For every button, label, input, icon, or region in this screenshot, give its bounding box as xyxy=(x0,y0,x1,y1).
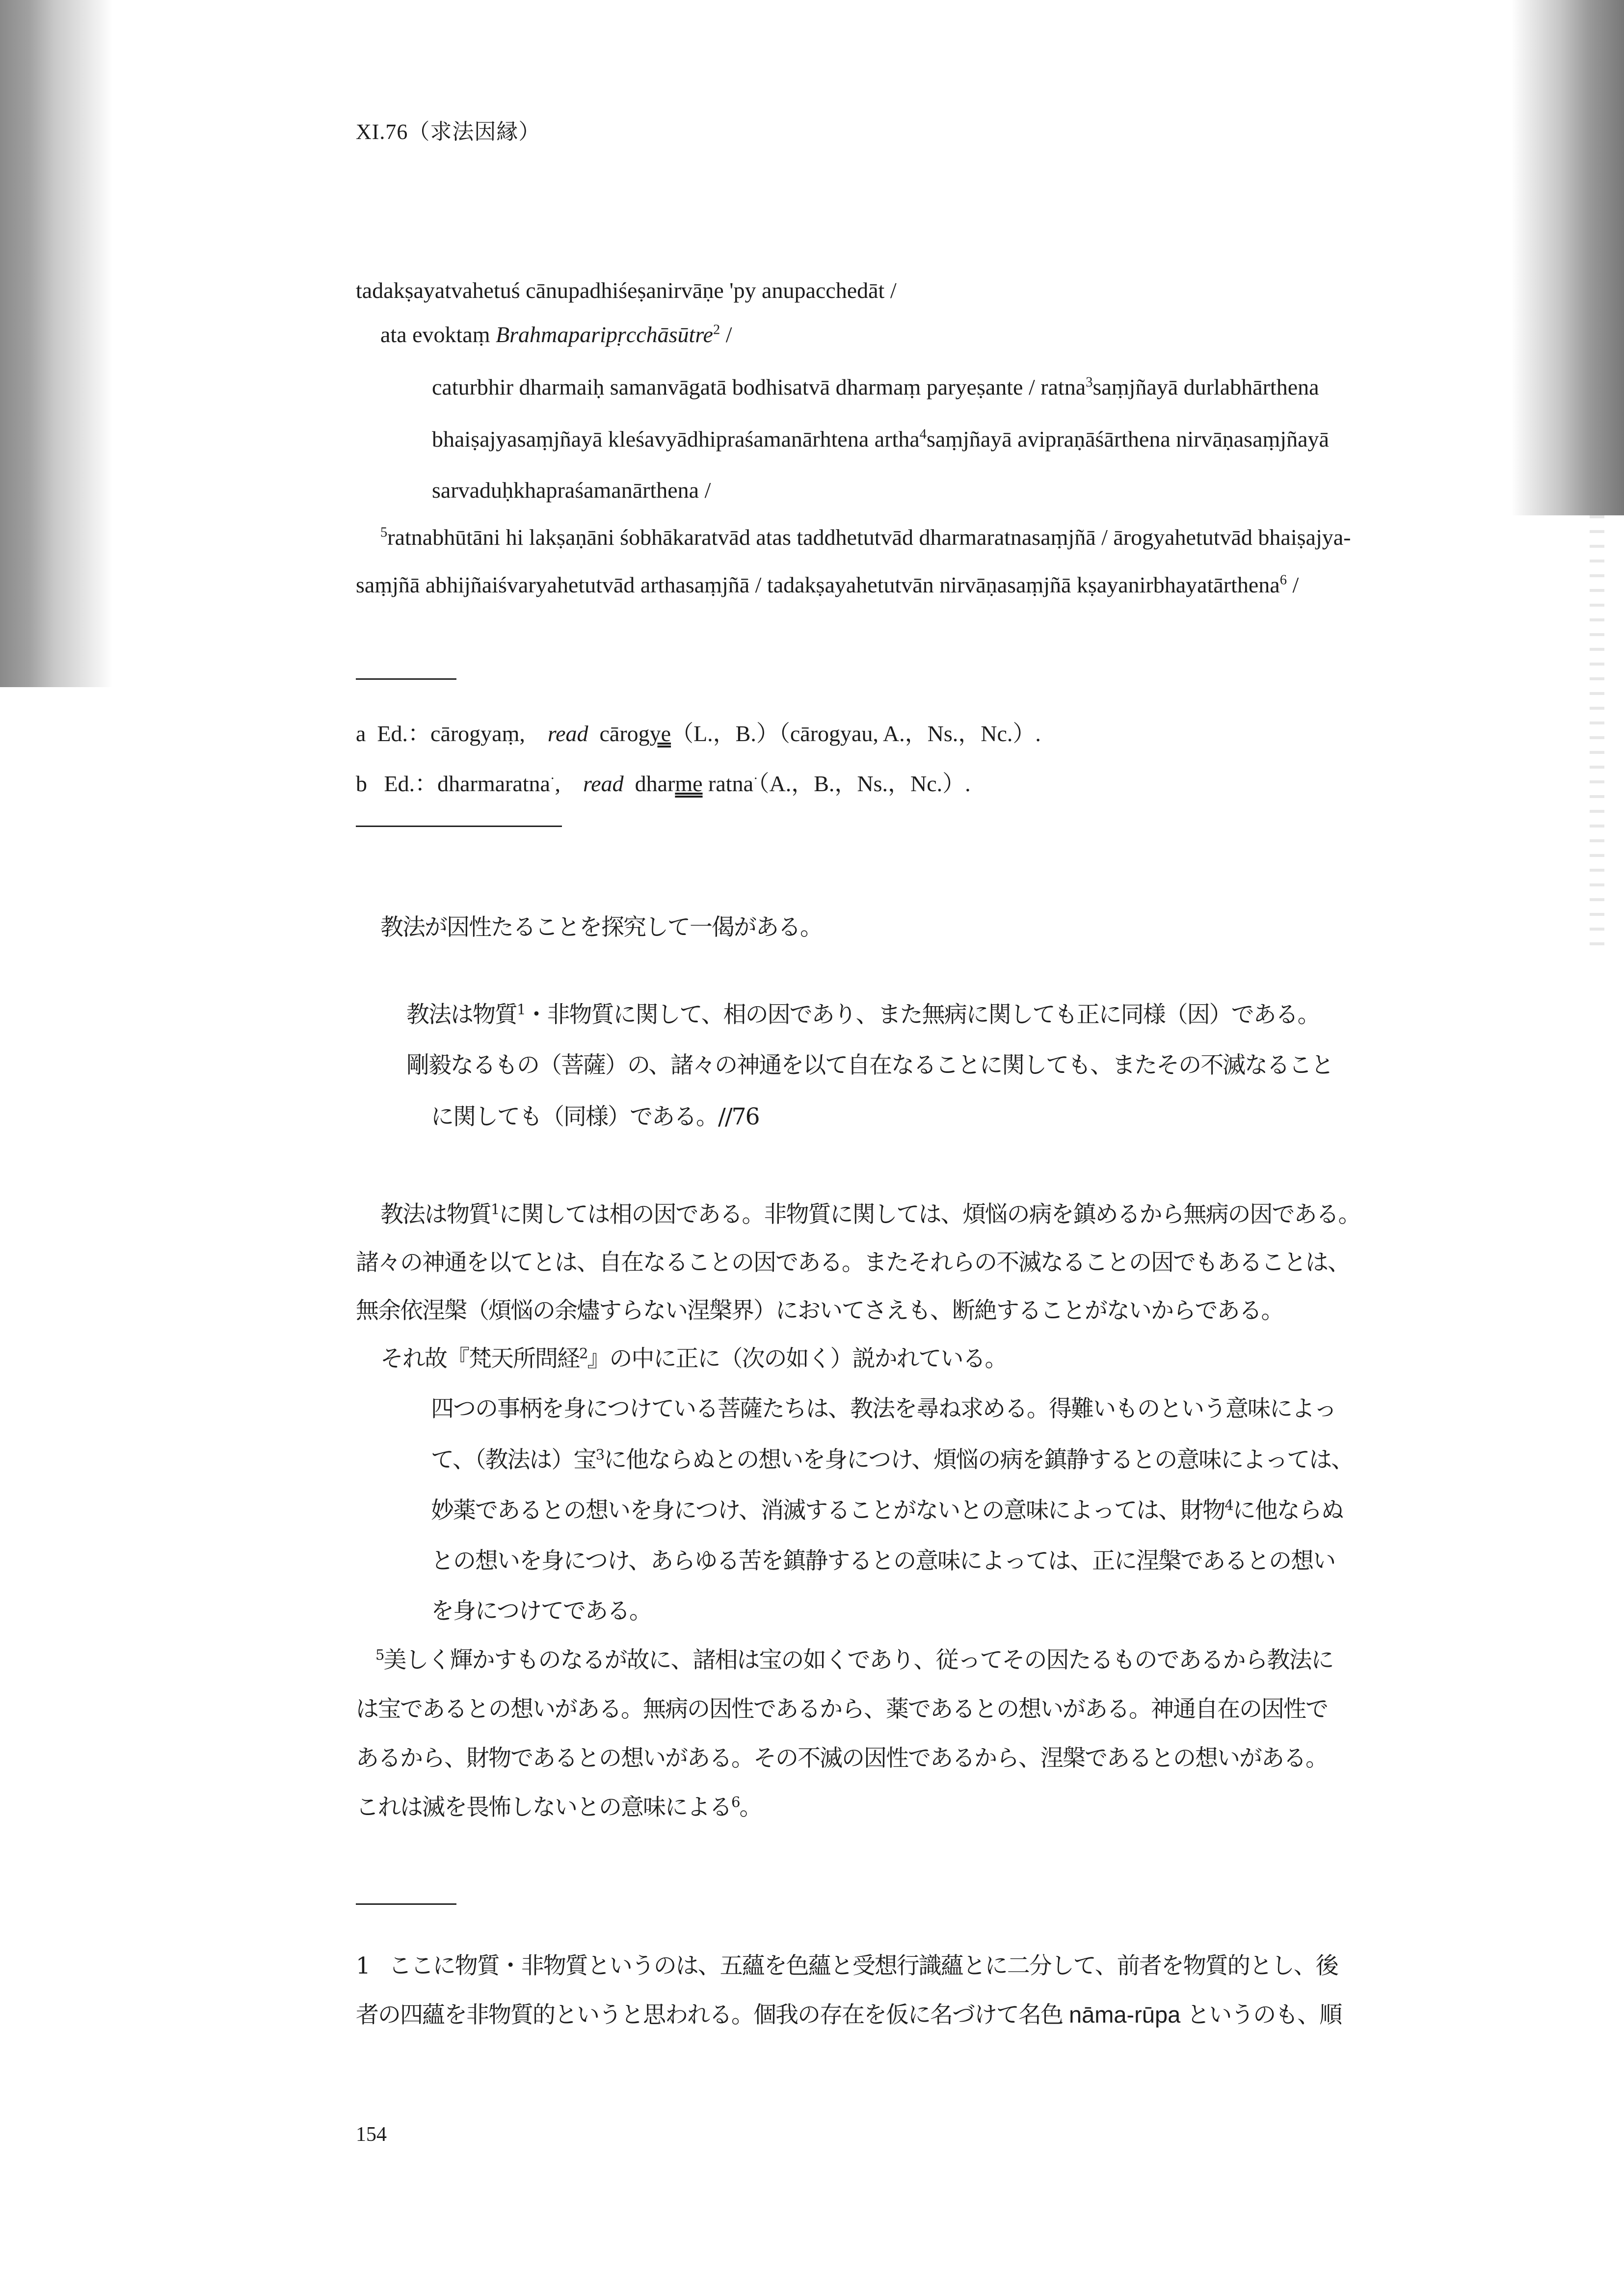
sanskrit-text: caturbhir dharmaiḥ samanvāgatā bodhisatvā dharmaṃ paryeṣante / ratna xyxy=(432,374,1086,400)
jp-text: 美しく輝かすものなるが故に、諸相は宝の如くであり、従ってその因たるものであるから教法に xyxy=(383,1647,1333,1674)
footnote-text: というのも、順 xyxy=(1180,2002,1342,2029)
note-reading-tail: ratna xyxy=(702,771,753,796)
note-edition: Ed.：cārogyaṃ, xyxy=(377,721,525,746)
note-edition-comma: , xyxy=(555,771,560,796)
running-header: XI.76（求法因縁） xyxy=(356,120,541,144)
note-reading: dhar xyxy=(635,771,675,796)
footnote-ref: 5 xyxy=(375,1646,384,1663)
textnote-a xyxy=(356,716,1041,748)
jp-text: 教法は物質 xyxy=(380,1201,491,1228)
footnote-ref: 6 xyxy=(1279,572,1287,588)
footnote-ref: 3 xyxy=(595,1446,604,1463)
jp-text: 妙薬であるとの想いを身につけ、消滅することがないとの意味によっては、財物 xyxy=(431,1497,1225,1524)
jp-text: 』の中に正に（次の如く）説かれている。 xyxy=(587,1345,1007,1372)
footnote-ref: 1 xyxy=(517,1001,525,1018)
jp-quote-line-2 xyxy=(431,1442,1353,1474)
jp-para-1-line-2: 諸々の神通を以てとは、自在なることの因である。またそれらの不滅なることの因でもあることは、 xyxy=(356,1249,1350,1276)
scan-shadow-right xyxy=(1511,0,1624,515)
jp-verse-line-1 xyxy=(406,996,1320,1029)
footnote-number: 1 xyxy=(356,1952,370,1979)
note-reading-underlined: gye xyxy=(638,721,671,746)
sanskrit-line-4 xyxy=(432,426,1329,452)
footnote-ref: 4 xyxy=(919,427,927,442)
page-number: 154 xyxy=(356,2123,387,2146)
note-sources: （L.，B.）（cārogyau, A.，Ns.，Nc.）. xyxy=(671,721,1041,746)
footnote-ref: 6 xyxy=(731,1793,740,1811)
footnote-ref: 5 xyxy=(380,525,388,540)
sanskrit-text: ratnabhūtāni hi lakṣaṇāni śobhākaratvād atas taddhetutvād dharmaratnasaṃjñā / ārogyahetutvād bhaiṣajya- xyxy=(387,525,1351,550)
jp-text: 。 xyxy=(739,1794,762,1821)
jp-intro: 教法が因性たることを探究して一偈がある。 xyxy=(380,914,822,941)
note-mark: · xyxy=(753,771,758,787)
note-read: read xyxy=(583,771,624,796)
note-sources: （A.，B.，Ns.，Nc.）. xyxy=(758,771,971,796)
footnote-ref: 2 xyxy=(579,1345,587,1362)
jp-verse-line-3: に関しても（同様）である。//76 xyxy=(431,1103,759,1130)
note-label: a xyxy=(356,721,366,746)
sanskrit-line-1 xyxy=(356,277,897,303)
note-reading: cāro xyxy=(599,721,639,746)
footnote-1-line-1 xyxy=(356,1948,1338,1980)
note-label: b xyxy=(356,771,367,796)
sanskrit-text: saṃjñā abhijñaiśvaryahetutvād arthasaṃjñā / tadakṣayahetutvān nirvāṇasaṃjñā kṣayanirbhayatārthena xyxy=(356,572,1280,597)
jp-text: に関しては相の因である。非物質に関しては、煩悩の病を鎮めるから無病の因である。 xyxy=(499,1201,1360,1228)
note-edition: Ed.：dharmaratna xyxy=(384,771,550,796)
note-reading-underlined: me xyxy=(675,771,703,796)
jp-quote-line-3 xyxy=(431,1492,1343,1525)
textnote-b xyxy=(356,766,971,798)
jp-para-2 xyxy=(380,1340,1007,1373)
footnote-text: ここに物質・非物質というのは、五蘊を色蘊と受想行識蘊とに二分して、前者を物質的とし、後 xyxy=(388,1952,1338,1979)
sanskrit-text: ata evoktaṃ xyxy=(380,322,496,347)
jp-text: それ故『梵天所問経 xyxy=(380,1345,579,1372)
jp-text: て、（教法は）宝 xyxy=(431,1446,596,1473)
jp-para-3-line-1 xyxy=(375,1642,1333,1675)
footnote-text: 者の四蘊を非物質的というと思われる。個我の存在を仮に名づけて名色 xyxy=(356,2002,1069,2029)
sanskrit-line-5: sarvaduḥkhapraśamanārthena / xyxy=(432,478,711,503)
jp-text: に他ならぬ xyxy=(1232,1497,1343,1524)
textnote-separator-bottom xyxy=(356,826,562,827)
sanskrit-line-6 xyxy=(380,524,1351,550)
jp-para-3-line-4 xyxy=(356,1789,762,1822)
jp-para-1-line-1 xyxy=(380,1196,1360,1229)
sanskrit-text: bhaiṣajyasaṃjñayā kleśavyādhipraśamanārhtena artha xyxy=(432,427,920,452)
sanskrit-line-2 xyxy=(380,321,732,347)
footnote-ref: 4 xyxy=(1225,1496,1233,1514)
jp-para-3-line-3: あるから、財物であるとの想いがある。その不滅の因性であるから、涅槃であるとの想いがある。 xyxy=(356,1745,1328,1772)
footnote-separator xyxy=(356,1903,456,1905)
footnote-ref: 1 xyxy=(491,1201,499,1218)
jp-verse-line-2: 剛毅なるもの（菩薩）の、諸々の神通を以て自在なることに関しても、またその不滅なること xyxy=(406,1052,1333,1079)
sanskrit-text: / xyxy=(1286,572,1299,597)
sanskrit-text: tadakṣayatvahetuś cānupadhiśeṣanirvāṇe 'py anupacchedāt / xyxy=(356,278,897,303)
jp-para-1-line-3: 無余依涅槃（煩悩の余燼すらない涅槃界）においてさえも、断絶することがないからである。 xyxy=(356,1297,1283,1324)
jp-text: 教法は物質 xyxy=(406,1001,517,1028)
note-read: read xyxy=(547,721,588,746)
jp-quote-line-1: 四つの事柄を身につけている菩薩たちは、教法を尋ね求める。得難いものという意味によっ xyxy=(431,1395,1336,1422)
footnote-ref: 2 xyxy=(713,322,720,338)
scan-speckle-right xyxy=(1590,515,1604,957)
footnote-term: nāma-rūpa xyxy=(1068,2002,1181,2028)
scan-shadow-left xyxy=(0,0,113,687)
sutra-title: Brahmaparipṛcchāsūtre xyxy=(496,322,713,347)
jp-text: ・非物質に関して、相の因であり、また無病に関しても正に同様（因）である。 xyxy=(525,1001,1320,1028)
jp-text: これは滅を畏怖しないとの意味による xyxy=(356,1794,731,1821)
footnote-ref: 3 xyxy=(1086,374,1093,390)
jp-text: に他ならぬとの想いを身につけ、煩悩の病を鎮静するとの意味によっては、 xyxy=(604,1446,1354,1473)
jp-para-3-line-2: は宝であるとの想いがある。無病の因性であるから、薬であるとの想いがある。神通自在の因性で xyxy=(356,1696,1328,1723)
sanskrit-text: saṃjñayā avipraṇāśārthena nirvāṇasaṃjñayā xyxy=(926,427,1329,452)
jp-quote-line-5: を身につけてである。 xyxy=(431,1598,652,1625)
sanskrit-line-7 xyxy=(356,572,1299,598)
note-mark: · xyxy=(550,771,555,787)
sanskrit-text: saṃjñayā durlabhārthena xyxy=(1092,374,1319,400)
sanskrit-line-3 xyxy=(432,374,1319,400)
jp-quote-line-4: との想いを身につけ、あらゆる苦を鎮静するとの意味によっては、正に涅槃であるとの想い xyxy=(431,1548,1335,1575)
sanskrit-text: / xyxy=(720,322,732,347)
textnote-separator-top xyxy=(356,678,456,680)
footnote-1-line-2 xyxy=(356,1997,1341,2029)
